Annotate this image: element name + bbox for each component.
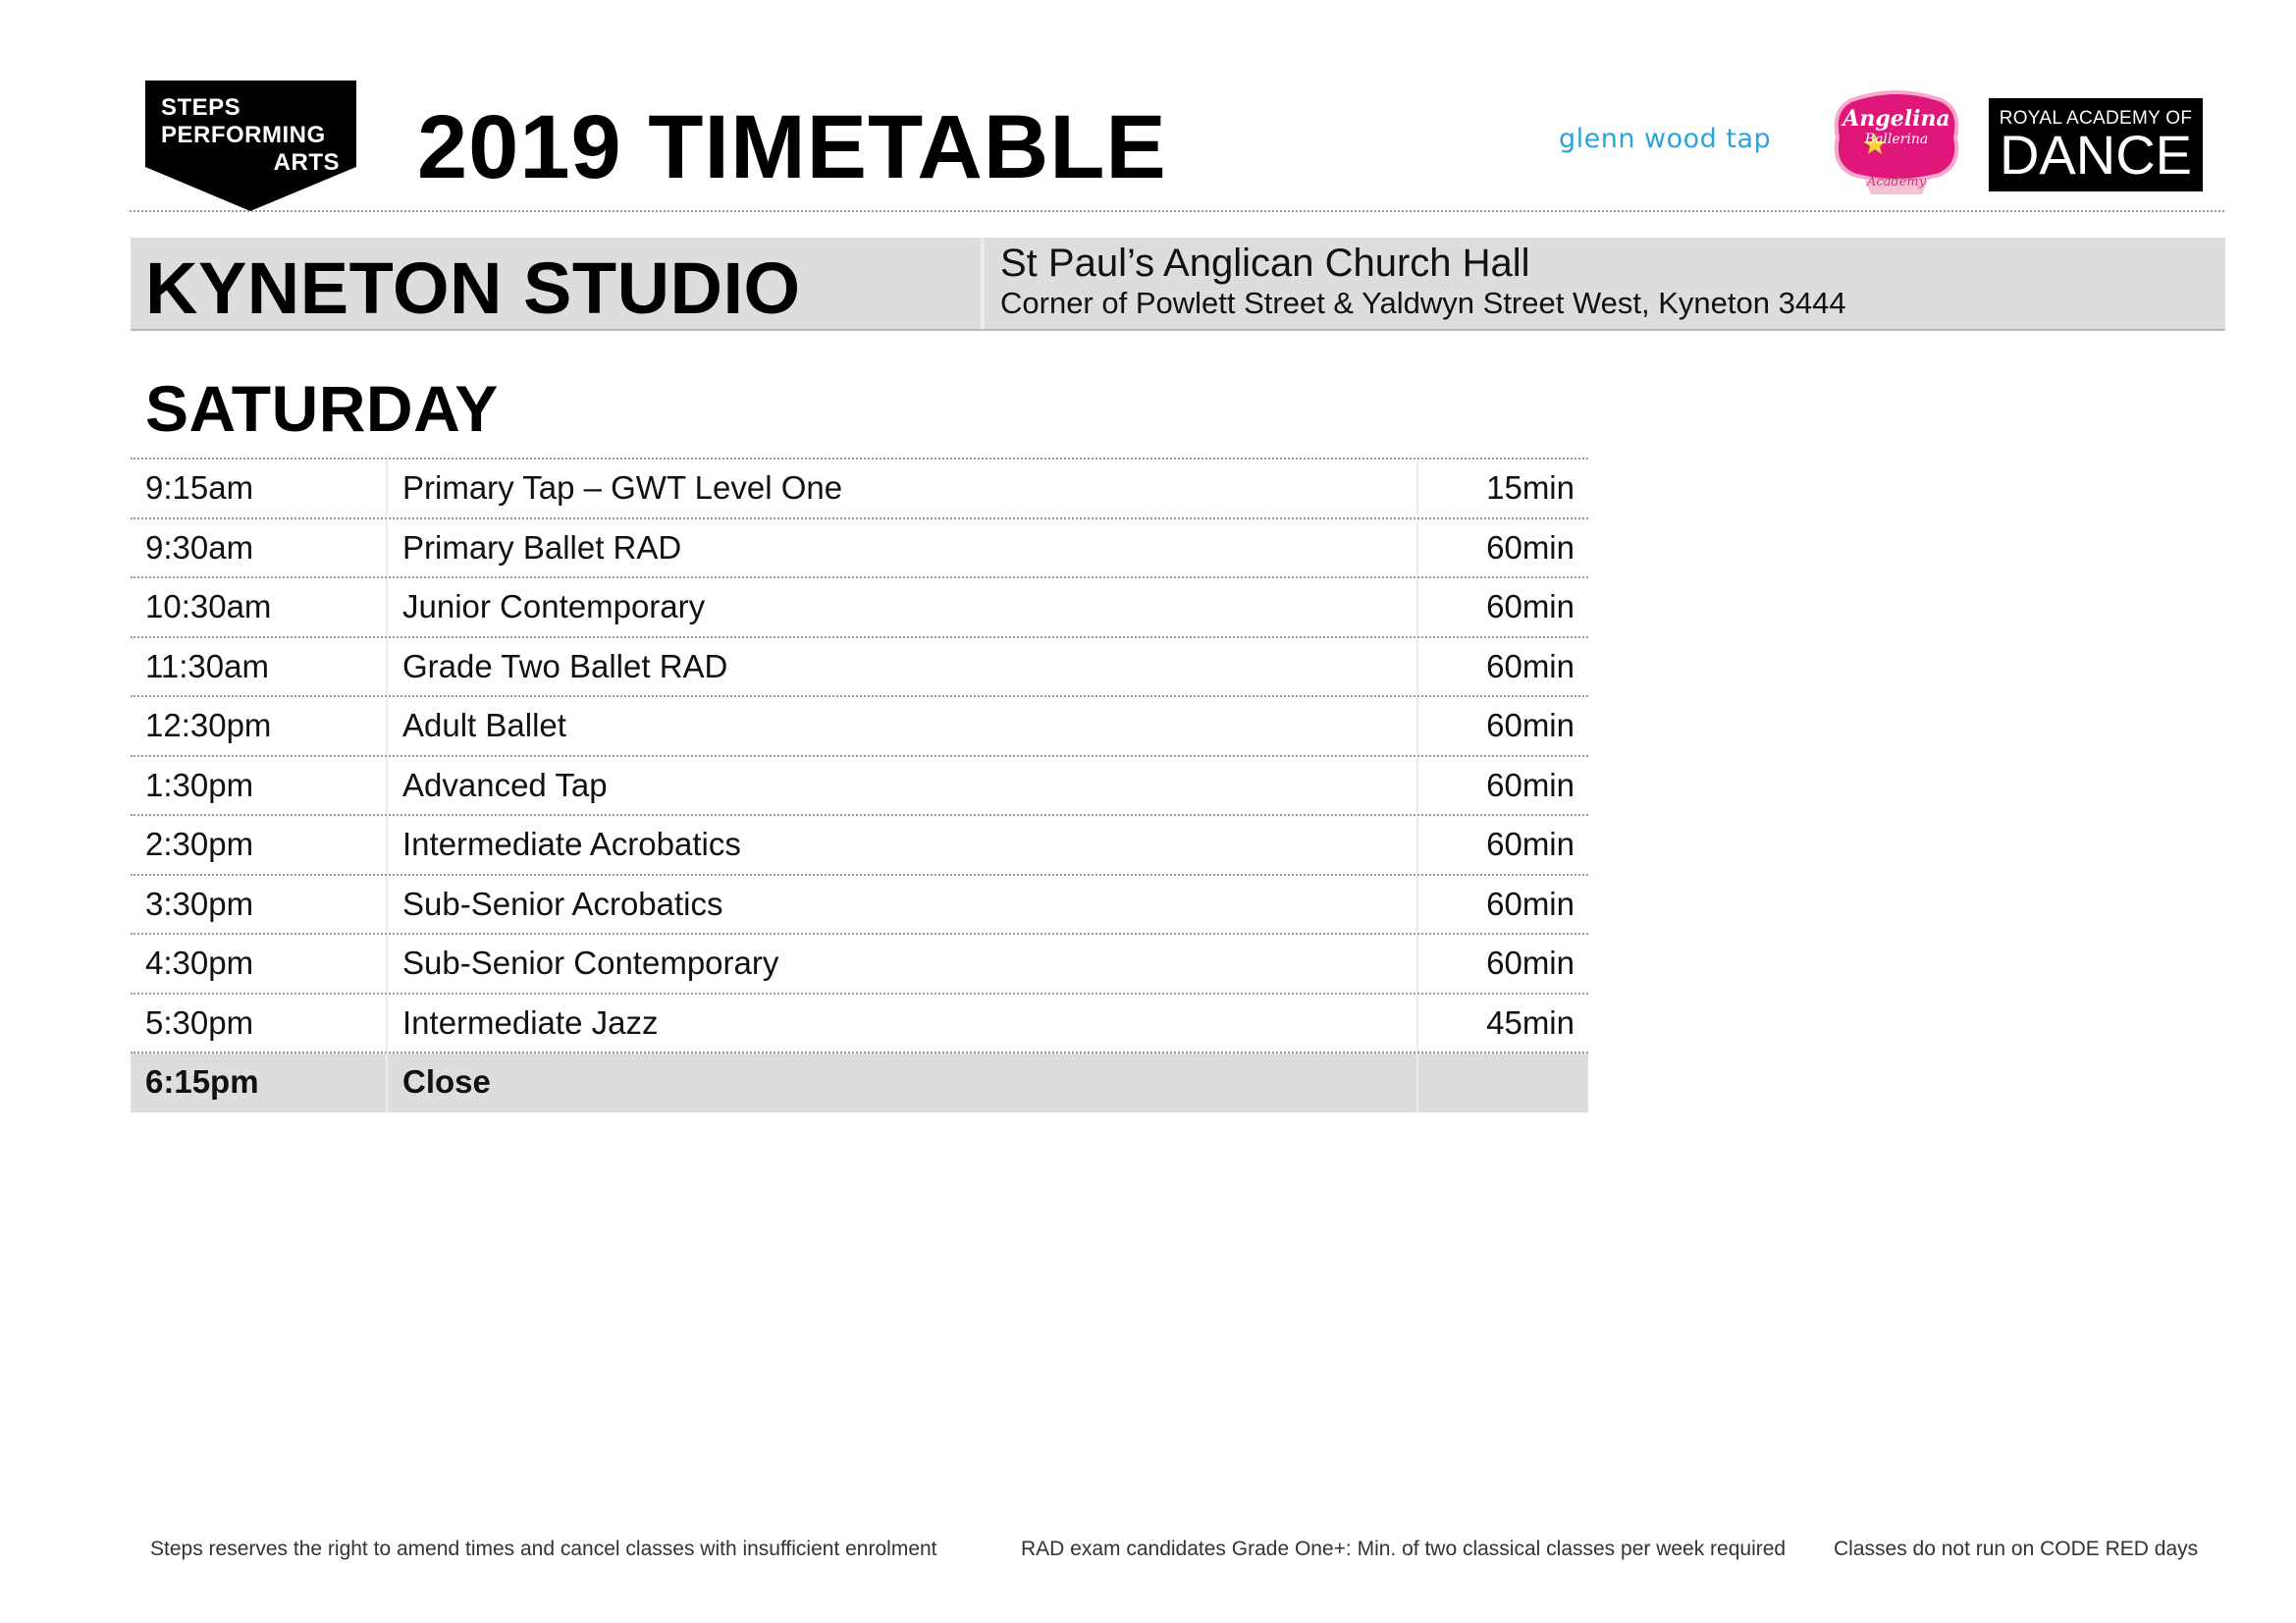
venue-address: Corner of Powlett Street & Yaldwyn Street West, Kyneton 3444 <box>1000 286 1846 320</box>
logo-line-3: ARTS <box>273 149 340 176</box>
angelina-sub: Ballerina <box>1864 132 1929 147</box>
class-time: 11:30am <box>145 647 269 684</box>
column-separator <box>1416 757 1418 815</box>
column-separator <box>1416 638 1418 696</box>
class-duration: 60min <box>1486 528 1575 566</box>
class-name: Junior Contemporary <box>402 588 706 624</box>
class-duration: 15min <box>1486 469 1575 506</box>
class-time: 1:30pm <box>145 766 254 803</box>
day-heading: SATURDAY <box>145 372 499 445</box>
class-name: Sub-Senior Acrobatics <box>402 885 723 922</box>
rad-logo-main: DANCE <box>1999 124 2193 186</box>
column-separator <box>1416 697 1418 755</box>
column-separator <box>386 697 388 755</box>
column-separator <box>386 638 388 696</box>
table-row <box>131 995 1588 1055</box>
class-time: 3:30pm <box>145 885 254 922</box>
table-row <box>131 697 1588 757</box>
class-name: Intermediate Jazz <box>402 1003 659 1041</box>
class-duration: 45min <box>1486 1003 1575 1041</box>
class-name: Advanced Tap <box>402 766 608 803</box>
royal-academy-of-dance-logo <box>1989 98 2203 191</box>
timetable <box>131 458 1588 1112</box>
closing-label: Close <box>402 1063 491 1100</box>
closing-row <box>131 1054 1588 1112</box>
column-separator <box>1416 995 1418 1053</box>
header-divider <box>130 210 2224 212</box>
class-time: 5:30pm <box>145 1003 254 1041</box>
column-separator <box>1416 578 1418 636</box>
studio-name: KYNETON STUDIO <box>145 247 801 329</box>
class-duration: 60min <box>1486 766 1575 803</box>
column-separator <box>386 1054 388 1112</box>
class-time: 9:30am <box>145 528 254 566</box>
logo-line-1: STEPS <box>161 94 241 121</box>
closing-time: 6:15pm <box>145 1063 259 1100</box>
table-row <box>131 876 1588 936</box>
column-separator <box>1416 460 1418 517</box>
class-name: Intermediate Acrobatics <box>402 826 741 862</box>
glenn-wood-tap-logo: glenn wood tap <box>1559 124 1772 154</box>
studio-band-divider <box>981 238 985 329</box>
column-separator <box>386 578 388 636</box>
column-separator <box>386 519 388 577</box>
class-time: 4:30pm <box>145 945 254 981</box>
footer-note-enrolment: Steps reserves the right to amend times and cancel classes with insufficient enrolment <box>150 1538 937 1560</box>
rad-logo-top: ROYAL ACADEMY OF <box>1999 108 2193 129</box>
footer-note-code-red: Classes do not run on CODE RED days <box>1834 1538 2199 1560</box>
class-duration: 60min <box>1486 885 1575 922</box>
column-separator <box>386 995 388 1053</box>
angelina-ballerina-logo <box>1832 90 1961 200</box>
class-duration: 60min <box>1486 826 1575 862</box>
class-name: Sub-Senior Contemporary <box>402 945 779 981</box>
table-row <box>131 935 1588 995</box>
column-separator <box>386 876 388 934</box>
column-separator <box>1416 876 1418 934</box>
class-name: Primary Ballet RAD <box>402 528 682 566</box>
logo-line-2: PERFORMING <box>161 122 326 148</box>
class-duration: 60min <box>1486 588 1575 624</box>
column-separator <box>1416 519 1418 577</box>
column-separator <box>1416 935 1418 993</box>
angelina-tagline: Academy <box>1866 175 1927 189</box>
class-name: Primary Tap – GWT Level One <box>402 469 843 506</box>
logo-text <box>145 94 340 177</box>
class-duration: 60min <box>1486 707 1575 743</box>
class-time: 2:30pm <box>145 826 254 862</box>
table-row <box>131 816 1588 876</box>
table-row <box>131 519 1588 579</box>
steps-performing-arts-logo <box>145 81 356 211</box>
column-separator <box>1416 1054 1418 1112</box>
table-row <box>131 460 1588 519</box>
table-row <box>131 757 1588 817</box>
class-time: 10:30am <box>145 588 272 624</box>
venue-name: St Paul’s Anglican Church Hall <box>1000 242 1530 285</box>
table-row <box>131 578 1588 638</box>
class-duration: 60min <box>1486 945 1575 981</box>
class-duration: 60min <box>1486 647 1575 684</box>
table-row <box>131 638 1588 698</box>
column-separator <box>386 816 388 874</box>
page-title: 2019 TIMETABLE <box>417 97 1167 197</box>
class-name: Grade Two Ballet RAD <box>402 647 728 684</box>
class-time: 9:15am <box>145 469 254 506</box>
footer-note-rad-exam: RAD exam candidates Grade One+: Min. of two classical classes per week required <box>1021 1538 1787 1560</box>
class-name: Adult Ballet <box>402 707 566 743</box>
column-separator <box>1416 816 1418 874</box>
column-separator <box>386 757 388 815</box>
class-time: 12:30pm <box>145 707 272 743</box>
angelina-name: Angelina <box>1842 106 1950 132</box>
column-separator <box>386 460 388 517</box>
studio-band <box>131 238 2225 331</box>
column-separator <box>386 935 388 993</box>
